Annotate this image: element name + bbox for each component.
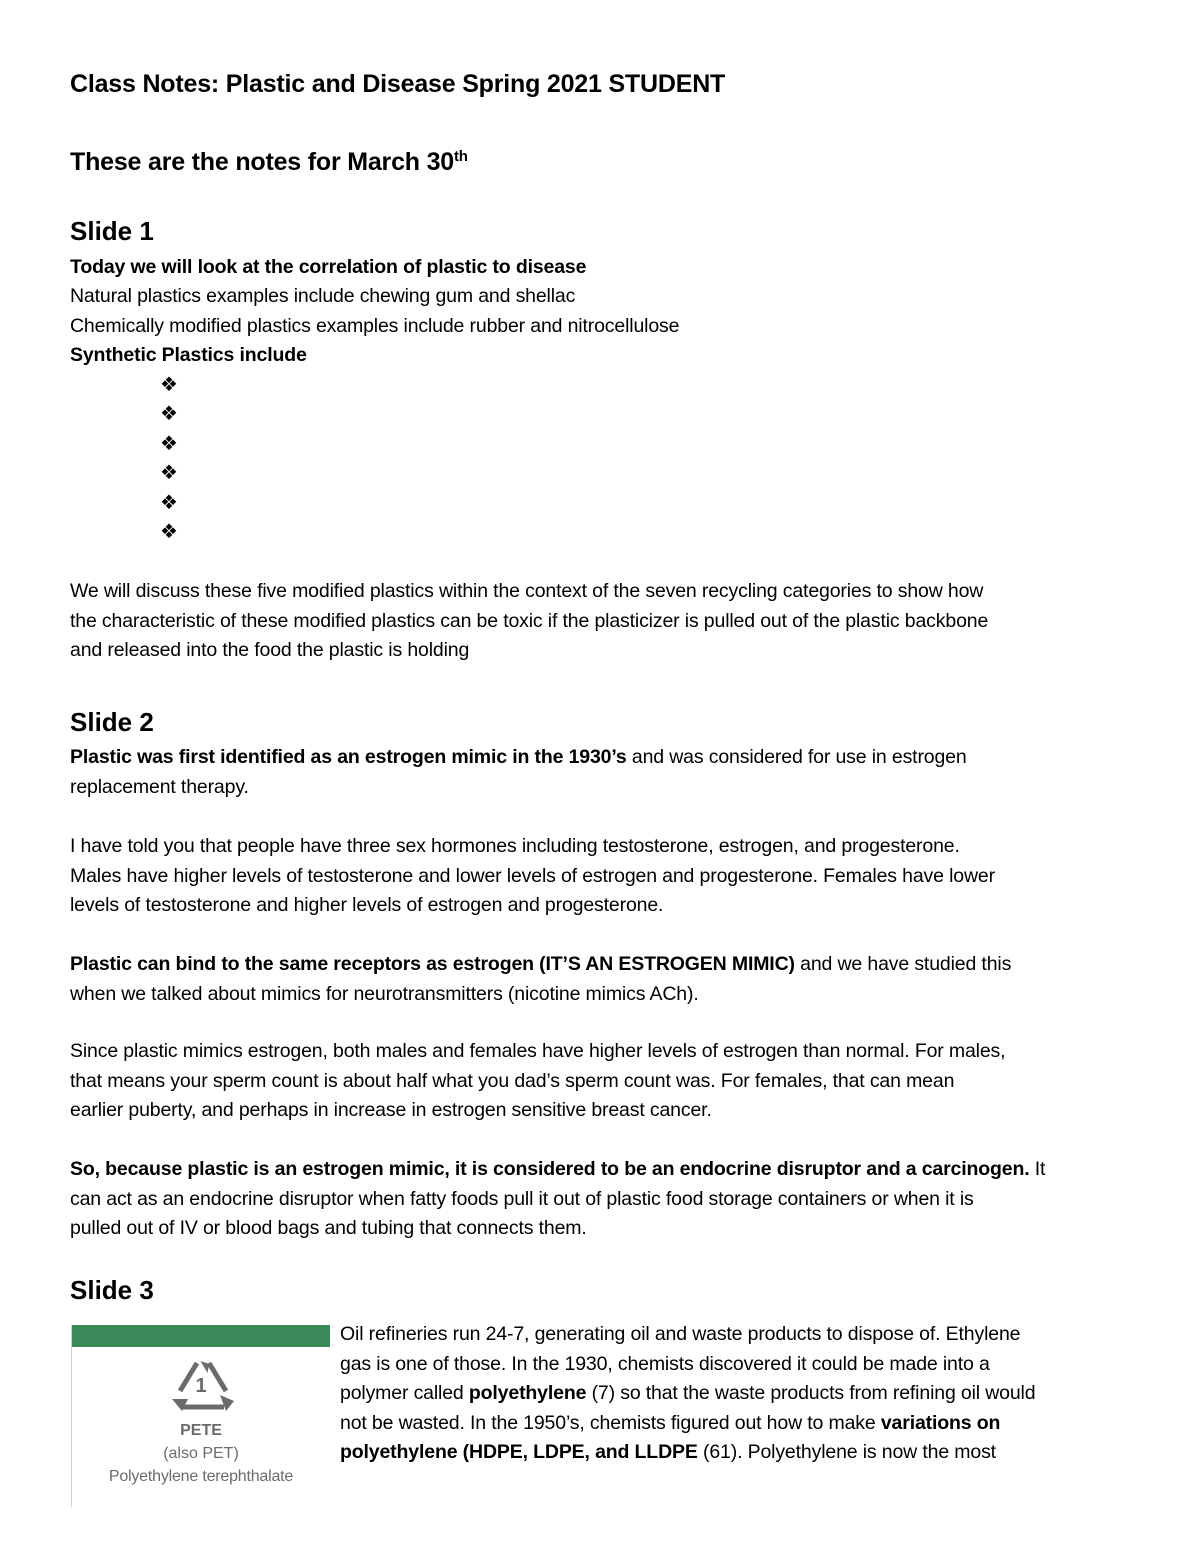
recycling-code-alternate: (also PET) — [163, 1445, 239, 1462]
paragraph-line: that means your sperm count is about half what you dad’s sperm count was. For females, that can mean — [70, 1069, 955, 1092]
endocrine-disruptor-statement: So, because plastic is an estrogen mimic, it is considered to be an endocrine disruptor and a carcinogen. — [70, 1158, 1030, 1180]
slide-2-paragraph-1 — [70, 743, 1150, 802]
paragraph-line: pulled out of IV or blood bags and tubing that connects them. — [70, 1217, 587, 1239]
paragraph-line: when we talked about mimics for neurotransmitters (nicotine mimics ACh). — [70, 982, 699, 1005]
variations-term: variations on — [880, 1411, 1001, 1434]
polyethylene-term: polyethylene — [468, 1382, 587, 1404]
polyethylene-variants-term: polyethylene (HDPE, LDPE, and LLDPE — [340, 1441, 698, 1463]
date-ordinal-suffix: th — [454, 148, 468, 165]
paragraph-line: can act as an endocrine disruptor when fatty foods pull it out of plastic food storage containers or when it is — [70, 1187, 974, 1210]
notes-date-text: These are the notes for March 30 — [70, 148, 455, 176]
paragraph-line: Since plastic mimics estrogen, both males and females have higher levels of estrogen than normal. For males, — [70, 1040, 1006, 1062]
slide-3-paragraph — [340, 1320, 1140, 1468]
slide-1-paragraph — [70, 577, 1150, 666]
paragraph-line: and released into the food the plastic is holding — [70, 639, 470, 661]
recycling-header-band — [72, 1325, 330, 1347]
recycling-code-name: Polyethylene terephthalate — [108, 1468, 294, 1485]
empty-bullet-3: ❖ — [160, 433, 178, 455]
slide-1-synthetic-plastics: Synthetic Plastics include — [70, 344, 307, 366]
document-title: Class Notes: Plastic and Disease Spring 2021 STUDENT — [70, 70, 726, 98]
empty-bullet-1: ❖ — [160, 374, 178, 396]
paragraph-line: gas is one of those. In the 1930, chemists discovered it could be made into a — [340, 1352, 990, 1375]
recycling-code-number: 1 — [195, 1375, 207, 1397]
paragraph-text: not be wasted. In the 1950’s, chemists figured out how to make — [340, 1411, 881, 1434]
paragraph-text: and we have studied this — [794, 953, 1012, 975]
slide-1-heading: Slide 1 — [70, 216, 154, 246]
recycling-code-abbreviation: PETE — [180, 1422, 222, 1439]
paragraph-text: (61). Polyethylene is now the most — [697, 1441, 996, 1463]
empty-bullet-4: ❖ — [160, 462, 178, 484]
receptor-statement: Plastic can bind to the same receptors as estrogen (IT’S AN ESTROGEN MIMIC) — [70, 953, 795, 975]
estrogen-mimic-statement: Plastic was first identified as an estrogen mimic in the 1930’s — [70, 746, 627, 768]
paragraph-text: polymer called — [340, 1382, 469, 1404]
paragraph-text: (7) so that the waste products from refining oil would — [586, 1382, 1036, 1404]
recycling-code-image — [71, 1325, 330, 1507]
paragraph-line: earlier puberty, and perhaps in increase in estrogen sensitive breast cancer. — [70, 1099, 712, 1121]
paragraph-line: replacement therapy. — [70, 775, 249, 798]
empty-bullet-5: ❖ — [160, 492, 178, 514]
empty-bullet-2: ❖ — [160, 403, 178, 425]
paragraph-line: Oil refineries run 24-7, generating oil and waste products to dispose of. Ethylene — [340, 1323, 1021, 1345]
slide-3-heading: Slide 3 — [70, 1275, 154, 1305]
paragraph-line: We will discuss these five modified plastics within the context of the seven recycling categories to show how — [70, 580, 984, 602]
slide-2-paragraph-3 — [70, 950, 1150, 1009]
paragraph-line: levels of testosterone and higher levels of estrogen and progesterone. — [70, 894, 664, 916]
paragraph-line: I have told you that people have three sex hormones including testosterone, estrogen, and progesterone. — [70, 835, 960, 857]
paragraph-line: Males have higher levels of testosterone and lower levels of estrogen and progesterone. Females have lower — [70, 864, 995, 887]
paragraph-text: It — [1029, 1158, 1046, 1180]
paragraph-text: and was considered for use in estrogen — [626, 746, 967, 768]
paragraph-line: the characteristic of these modified plastics can be toxic if the plasticizer is pulled out of the plastic backbone — [70, 609, 989, 632]
slide-2-paragraph-4 — [70, 1037, 1150, 1126]
slide-1-intro: Today we will look at the correlation of plastic to disease — [70, 256, 587, 278]
slide-2-heading: Slide 2 — [70, 707, 154, 737]
empty-bullet-6: ❖ — [160, 521, 178, 543]
slide-1-natural-plastics: Natural plastics examples include chewing gum and shellac — [70, 285, 576, 307]
slide-2-paragraph-5 — [70, 1155, 1150, 1244]
slide-1-modified-plastics: Chemically modified plastics examples include rubber and nitrocellulose — [70, 315, 680, 337]
slide-2-paragraph-2 — [70, 832, 1150, 921]
notes-date-heading — [70, 148, 468, 177]
